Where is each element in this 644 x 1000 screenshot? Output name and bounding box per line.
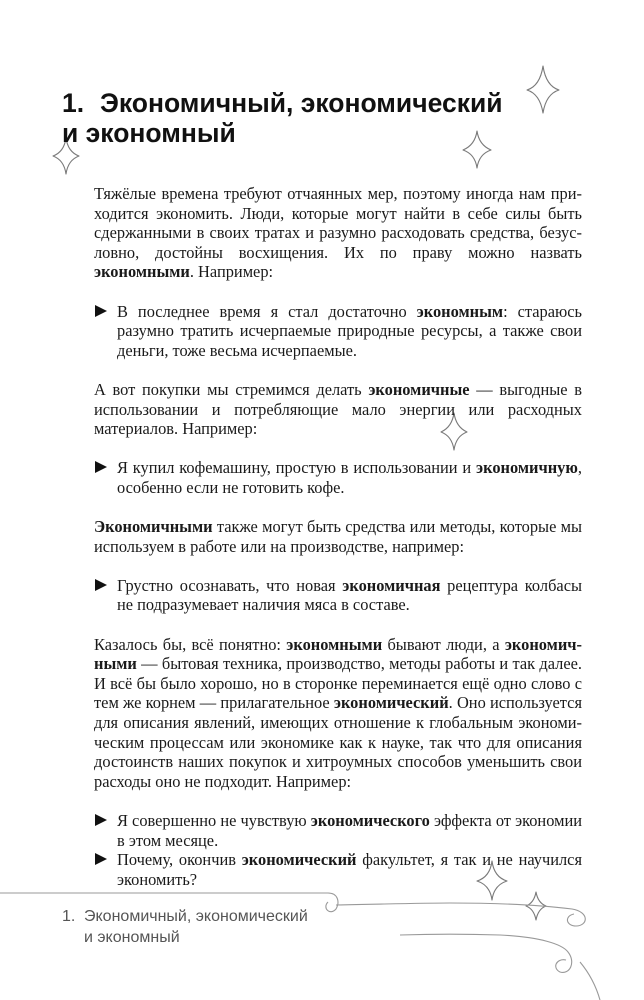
- paragraph: [94, 184, 582, 282]
- example-text: Я совершенно не чувствую: [117, 811, 311, 830]
- example-text: факультет, я так и не научился экономить?: [117, 850, 582, 889]
- bullet-triangle-icon: [95, 305, 107, 317]
- chapter-title-line2: и экономный: [62, 118, 236, 148]
- example-text: , особенно если не готовить кофе.: [117, 458, 582, 497]
- highlighted-term: экономический: [333, 693, 449, 713]
- highlighted-term: экономичные: [368, 379, 470, 399]
- highlighted-term: экономичными: [94, 634, 582, 674]
- highlighted-term: экономический: [241, 850, 357, 870]
- example-text: Почему, окончив: [117, 850, 242, 870]
- example-item: [94, 458, 582, 497]
- highlighted-term: экономными: [286, 634, 383, 654]
- example-text: В последнее время я стал достаточно: [117, 301, 417, 321]
- example-item: [94, 811, 582, 850]
- paragraph-text: также могут быть средства или методы, которые мы используем в работе или на производстве, например:: [94, 517, 582, 556]
- paragraph-text: бывают люди, а: [382, 634, 505, 654]
- paragraph-text: Тяжёлые времена требуют отчаянных мер, поэтому иногда нам приходится экономить. Люди, которые могут найти в себе силы быть сдержанными в своих тратах и разумно расходовать средства, безусловно, достойны восхищения. Их по праву можно назвать: [94, 184, 582, 262]
- paragraph-text: — бытовая техника, производство, методы работы и так далее. И всё бы было хорошо, но в сторонке переминается ещё одно слово с тем же корнем — прилагательное: [94, 654, 582, 713]
- chapter-number: 1.: [62, 88, 85, 118]
- highlighted-term: экономичная: [342, 575, 441, 595]
- highlighted-term: экономичную: [476, 458, 578, 478]
- swirl-line: [336, 903, 585, 926]
- example-text: рецептура колбасы не подразумевает наличия мяса в составе.: [117, 575, 582, 615]
- bullet-triangle-icon: [95, 814, 107, 826]
- example-text: : стараюсь разумно тратить исчерпаемые природные ресурсы, а также свои деньги, тоже весьма исчерпаемые.: [117, 301, 582, 360]
- running-footer: [62, 906, 342, 948]
- highlighted-term: экономным: [416, 301, 504, 321]
- paragraph: [94, 380, 582, 439]
- highlighted-term: Экономичными: [94, 517, 213, 537]
- highlighted-term: экономического: [310, 811, 430, 830]
- example-text: Я купил кофемашину, простую в использовании и: [117, 458, 477, 478]
- example-item: [94, 302, 582, 361]
- example-text: эффекта от экономии в этом месяце.: [117, 811, 582, 850]
- footer-chapter-number: 1.: [62, 908, 76, 925]
- paragraph-text: — выгодные в использовании и потребляющие мало энергии или расходных материалов. Например:: [94, 379, 582, 439]
- footer-title-line1: Экономичный, экономический: [84, 908, 308, 925]
- bullet-triangle-icon: [95, 579, 107, 591]
- swirl-line: [580, 962, 600, 1000]
- example-item: [94, 576, 582, 615]
- paragraph-text: . Оно используется для описания явлений, имеющих отношение к глобальным экономическим процессам или экономике как к науке, так что для описания достоинств наших покупок и хитроумных способов уменьшить свои расходы оно не подходит. Например:: [94, 693, 582, 791]
- example-text: Грустно осознавать, что новая: [117, 575, 343, 595]
- chapter-title-line1: Экономичный, экономический: [100, 88, 503, 118]
- paragraph: [94, 517, 582, 556]
- bullet-triangle-icon: [95, 853, 107, 865]
- footer-title-line2: и экономный: [84, 929, 180, 946]
- paragraph-text: Казалось бы, всё понятно:: [94, 634, 287, 654]
- chapter-heading: [62, 88, 532, 148]
- paragraph-text: . Например:: [189, 262, 274, 282]
- example-item: [94, 850, 582, 889]
- paragraph-text: А вот покупки мы стремимся делать: [94, 379, 369, 399]
- highlighted-term: экономными: [94, 262, 190, 282]
- bullet-triangle-icon: [95, 461, 107, 473]
- chapter-body: [94, 184, 582, 889]
- paragraph: [94, 635, 582, 792]
- swirl-line: [400, 934, 572, 972]
